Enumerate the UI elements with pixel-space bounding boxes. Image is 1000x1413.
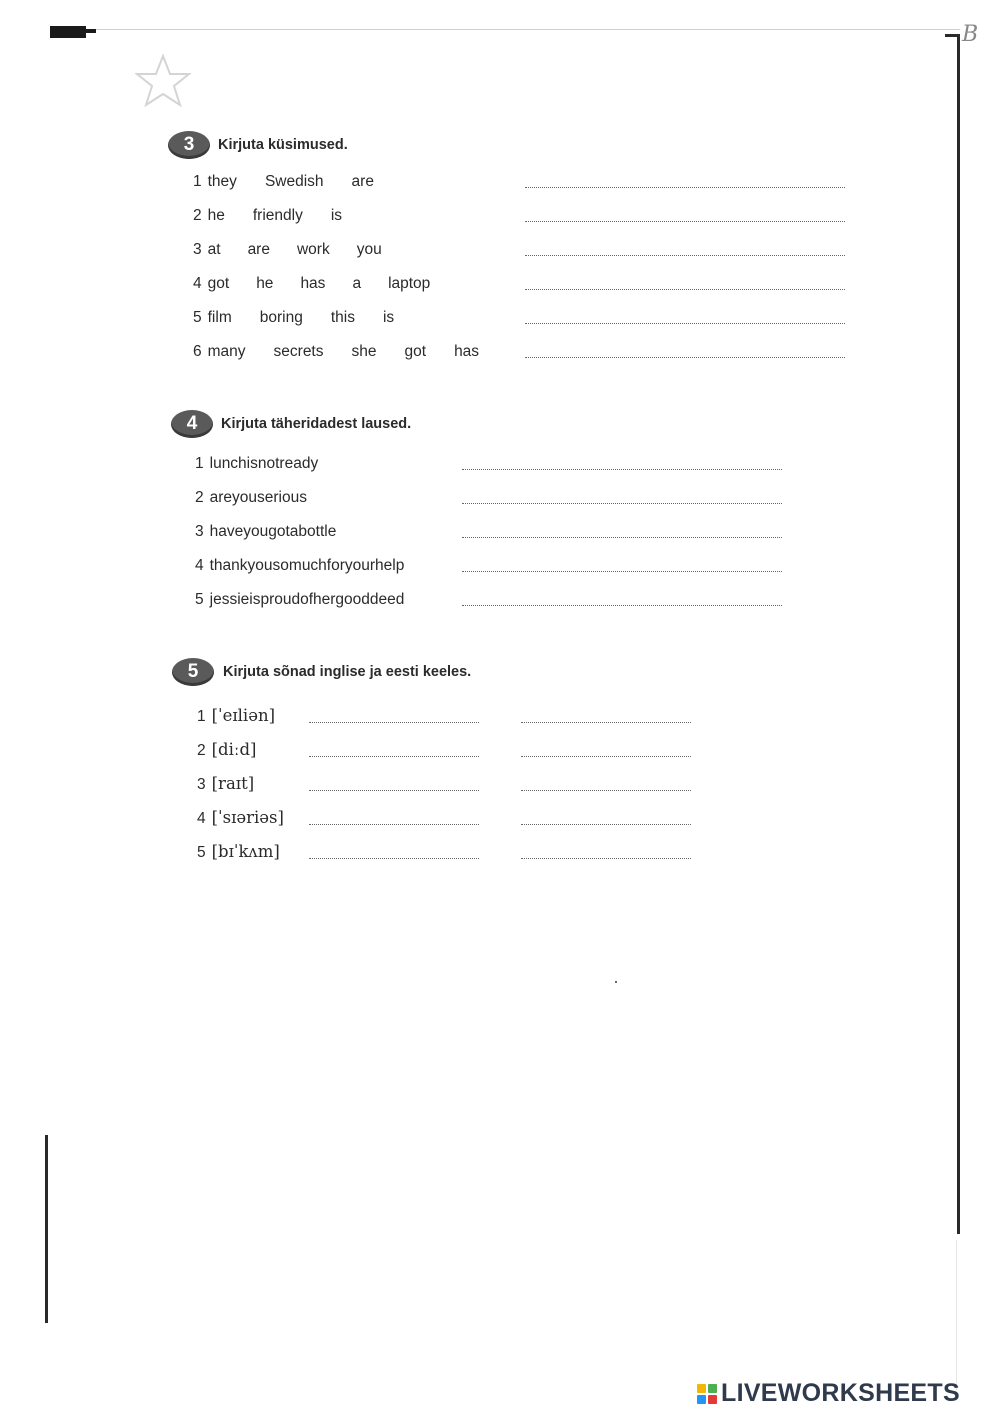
ipa-transcription: [ˈeɪliən] [211, 706, 276, 725]
ipa-transcription: [ˈsɪəriəs] [211, 808, 284, 827]
section3-item-3 [193, 241, 382, 259]
section5-item-5 [197, 842, 280, 862]
word: they [207, 173, 237, 190]
item-number: 6 [193, 343, 202, 360]
section3-item-1 [193, 173, 374, 191]
word: is [330, 207, 343, 224]
scan-right-edge [957, 34, 960, 1234]
section5-number-badge: 5 [172, 658, 214, 686]
scan-right-corner [945, 34, 960, 37]
section4-title: Kirjuta täheridadest laused. [221, 416, 412, 432]
section4-item-5 [195, 591, 404, 609]
item-number: 5 [195, 591, 204, 608]
section4-answer-line-3[interactable] [462, 537, 782, 538]
liveworksheets-logo [697, 1379, 960, 1408]
scan-black-mark-tail [86, 29, 96, 33]
letter-string: lunchisnotready [209, 455, 319, 472]
star-icon [132, 52, 194, 112]
item-number: 2 [197, 742, 206, 759]
logo-tiles-icon [697, 1384, 717, 1404]
word: he [207, 207, 225, 224]
section3-answer-line-3[interactable] [525, 255, 845, 256]
scan-left-edge [45, 1135, 48, 1323]
section3-answer-line-5[interactable] [525, 323, 845, 324]
scan-speck [615, 981, 617, 983]
section3-answer-line-1[interactable] [525, 187, 845, 188]
section4-item-1 [195, 455, 318, 473]
section3-answer-line-4[interactable] [525, 289, 845, 290]
section4-item-3 [195, 523, 336, 541]
word: has [454, 343, 480, 360]
logo-tile [697, 1384, 706, 1393]
letter-string: areyouserious [209, 489, 307, 506]
letter-string: jessieisproudofhergooddeed [209, 591, 405, 608]
item-number: 4 [195, 557, 204, 574]
letter-string: haveyougotabottle [209, 523, 337, 540]
section5-item-1 [197, 706, 275, 726]
section5-english-line-1[interactable] [309, 722, 479, 723]
scan-faint-line [956, 1240, 957, 1390]
word: are [247, 241, 270, 258]
logo-tile [708, 1395, 717, 1404]
word: is [382, 309, 395, 326]
section3-answer-line-6[interactable] [525, 357, 845, 358]
word: got [207, 275, 230, 292]
section3-answer-line-2[interactable] [525, 221, 845, 222]
item-number: 3 [195, 523, 204, 540]
section4-answer-line-4[interactable] [462, 571, 782, 572]
section5-estonian-line-4[interactable] [521, 824, 691, 825]
word: friendly [252, 207, 303, 224]
section5-estonian-line-1[interactable] [521, 722, 691, 723]
item-number: 2 [195, 489, 204, 506]
word: many [207, 343, 246, 360]
section5-item-2 [197, 740, 256, 760]
item-number: 3 [193, 241, 202, 258]
word: he [256, 275, 274, 292]
section5-title: Kirjuta sõnad inglise ja eesti keeles. [223, 664, 472, 680]
word: this [330, 309, 355, 326]
letter-string: thankyousomuchforyourhelp [209, 557, 405, 574]
word: boring [259, 309, 303, 326]
section5-item-3 [197, 774, 254, 794]
word: you [356, 241, 382, 258]
ipa-transcription: [diːd] [211, 740, 257, 759]
word: laptop [388, 275, 431, 292]
item-number: 5 [193, 309, 202, 326]
section5-english-line-2[interactable] [309, 756, 479, 757]
section3-item-4 [193, 275, 430, 293]
section5-english-line-4[interactable] [309, 824, 479, 825]
section5-estonian-line-5[interactable] [521, 858, 691, 859]
scan-black-mark [50, 26, 86, 38]
word: a [352, 275, 362, 292]
item-number: 4 [193, 275, 202, 292]
section3-title: Kirjuta küsimused. [218, 137, 348, 153]
section3-item-2 [193, 207, 342, 225]
section4-item-4 [195, 557, 404, 575]
item-number: 4 [197, 810, 206, 827]
ipa-transcription: [raɪt] [211, 774, 255, 793]
word: Swedish [264, 173, 324, 190]
word: secrets [273, 343, 324, 360]
section5-english-line-3[interactable] [309, 790, 479, 791]
section3-item-6 [193, 343, 479, 361]
word: got [404, 343, 427, 360]
item-number: 2 [193, 207, 202, 224]
section4-answer-line-2[interactable] [462, 503, 782, 504]
section3-item-5 [193, 309, 394, 327]
word: are [351, 173, 374, 190]
handwritten-corner-mark: B [962, 22, 979, 47]
logo-text: LIVEWORKSHEETS [721, 1379, 960, 1407]
logo-tile [708, 1384, 717, 1393]
section4-number-badge: 4 [171, 410, 213, 438]
section3-number-badge: 3 [168, 131, 210, 159]
item-number: 3 [197, 776, 206, 793]
item-number: 1 [197, 708, 206, 725]
item-number: 1 [193, 173, 202, 190]
word: at [207, 241, 221, 258]
word: work [296, 241, 330, 258]
section4-answer-line-5[interactable] [462, 605, 782, 606]
logo-tile [697, 1395, 706, 1404]
word: film [207, 309, 232, 326]
section4-item-2 [195, 489, 307, 507]
section5-estonian-line-2[interactable] [521, 756, 691, 757]
ipa-transcription: [bɪˈkʌm] [211, 842, 280, 861]
section5-estonian-line-3[interactable] [521, 790, 691, 791]
word: has [300, 275, 326, 292]
section5-english-line-5[interactable] [309, 858, 479, 859]
item-number: 1 [195, 455, 204, 472]
section4-answer-line-1[interactable] [462, 469, 782, 470]
scan-top-edge [50, 29, 960, 30]
word: she [351, 343, 377, 360]
section5-item-4 [197, 808, 284, 828]
item-number: 5 [197, 844, 206, 861]
